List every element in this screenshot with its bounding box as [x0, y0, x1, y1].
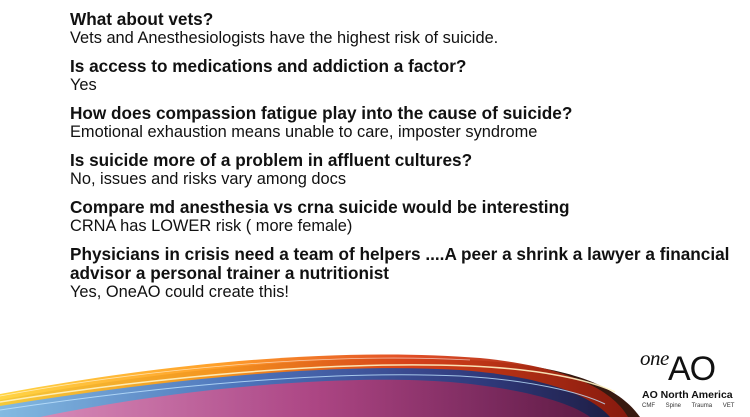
question: Compare md anesthesia vs crna suicide would be interesting: [70, 197, 570, 217]
division-label: Spine: [665, 403, 682, 409]
qa-item: [70, 57, 730, 95]
qa-list: [70, 10, 730, 311]
answer: Yes: [70, 76, 97, 94]
question: How does compassion fatigue play into the cause of suicide?: [70, 103, 573, 123]
division-label: CMF: [642, 403, 655, 409]
logo-divisions: [642, 403, 743, 409]
division-label: VET: [722, 403, 735, 409]
answer: Vets and Anesthesiologists have the highest risk of suicide.: [70, 29, 499, 47]
answer: Emotional exhaustion means unable to care, imposter syndrome: [70, 123, 538, 141]
qa-item: [70, 198, 730, 236]
answer: No, issues and risks vary among docs: [70, 170, 347, 188]
qa-item: [70, 10, 730, 48]
logo-prefix: one: [640, 346, 669, 370]
logo-organization-name: AO North America: [642, 389, 733, 401]
qa-item: [70, 151, 730, 189]
oneao-logo: [630, 346, 745, 412]
answer: Yes, OneAO could create this!: [70, 283, 289, 301]
question: Is suicide more of a problem in affluent cultures?: [70, 150, 473, 170]
logo-mark: AO: [668, 350, 716, 388]
qa-item: [70, 104, 730, 142]
qa-item: [70, 245, 730, 302]
division-label: Trauma: [691, 403, 713, 409]
question: Physicians in crisis need a team of helpers ....A peer a shrink a lawyer a financial advisor a personal trainer a nutritionist: [70, 244, 730, 283]
answer: CRNA has LOWER risk ( more female): [70, 217, 353, 235]
question: What about vets?: [70, 9, 214, 29]
question: Is access to medications and addiction a factor?: [70, 56, 467, 76]
